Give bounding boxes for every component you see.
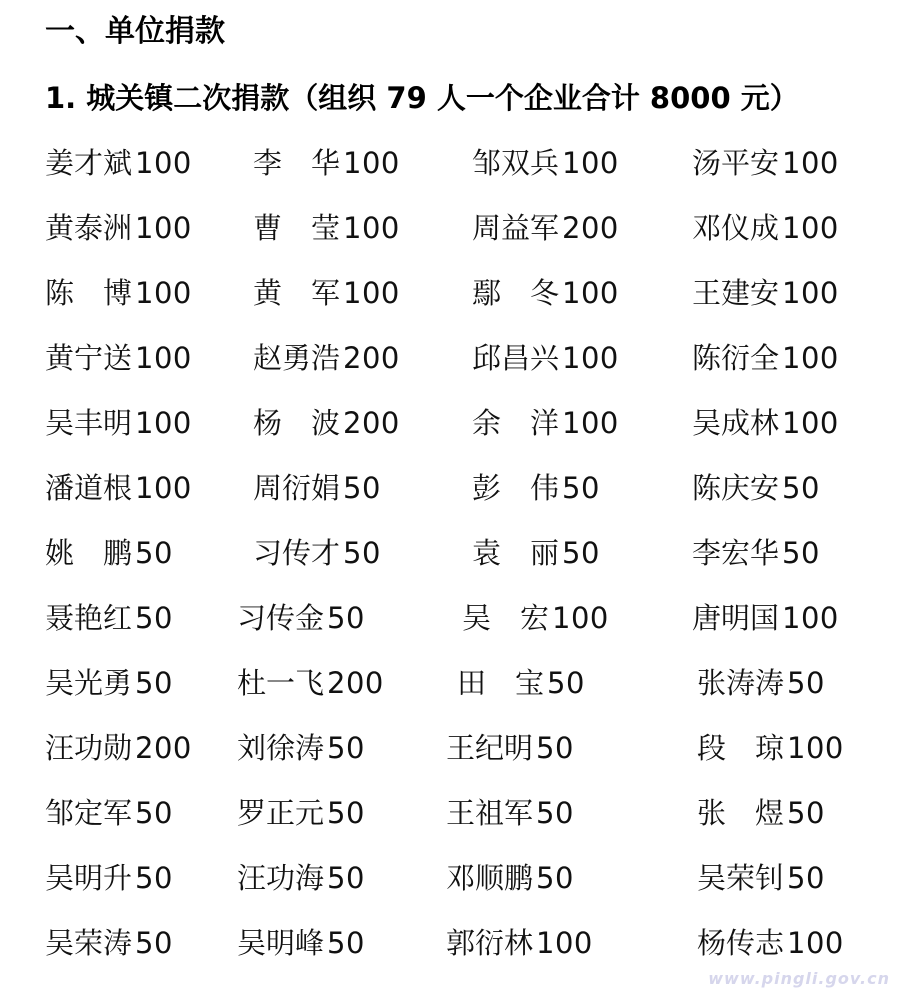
donor-name: 杨 波 — [253, 406, 341, 440]
donation-amount: 100 — [135, 406, 192, 440]
donation-amount: 100 — [782, 276, 839, 310]
donation-amount: 50 — [135, 796, 173, 830]
donor-name: 习传金 — [237, 601, 325, 635]
donor-entry — [253, 208, 400, 248]
donor-entry — [692, 403, 839, 443]
donor-name: 吴荣涛 — [45, 926, 133, 960]
donation-amount: 100 — [782, 146, 839, 180]
donor-entry — [45, 598, 173, 638]
donor-entry — [45, 858, 173, 898]
donor-name: 邱昌兴 — [472, 341, 560, 375]
donor-entry — [697, 728, 844, 768]
donor-entry — [45, 403, 192, 443]
donation-amount: 100 — [343, 276, 400, 310]
donor-name: 黄泰洲 — [45, 211, 133, 245]
donor-entry — [253, 468, 381, 508]
donor-entry — [472, 533, 600, 573]
donation-amount: 100 — [782, 341, 839, 375]
donation-amount: 200 — [343, 341, 400, 375]
donor-entry — [462, 598, 609, 638]
donor-entry — [45, 143, 192, 183]
donor-entry — [692, 338, 839, 378]
donor-entry — [472, 143, 619, 183]
donation-amount: 50 — [536, 861, 574, 895]
donor-name: 李宏华 — [692, 536, 780, 570]
donor-entry — [472, 468, 600, 508]
donor-name: 刘徐涛 — [237, 731, 325, 765]
donor-entry — [472, 403, 619, 443]
donation-amount: 100 — [562, 341, 619, 375]
donor-name: 邹定军 — [45, 796, 133, 830]
donor-entry — [237, 793, 365, 833]
donation-amount: 50 — [135, 861, 173, 895]
donation-amount: 50 — [562, 471, 600, 505]
donor-entry — [697, 793, 825, 833]
donor-entry — [45, 728, 192, 768]
donor-name: 陈庆安 — [692, 471, 780, 505]
donor-name: 余 洋 — [472, 406, 560, 440]
donor-name: 周益军 — [472, 211, 560, 245]
donation-amount: 100 — [536, 926, 593, 960]
donor-name: 姚 鹏 — [45, 536, 133, 570]
donation-amount: 100 — [787, 926, 844, 960]
site-watermark: www.pingli.gov.cn — [708, 969, 890, 988]
donor-entry — [446, 793, 574, 833]
donation-amount: 50 — [782, 536, 820, 570]
donor-entry — [237, 663, 384, 703]
donation-amount: 100 — [135, 276, 192, 310]
donor-entry — [697, 663, 825, 703]
donor-entry — [446, 923, 593, 963]
donation-amount: 50 — [562, 536, 600, 570]
donation-amount: 100 — [552, 601, 609, 635]
donor-name: 陈衍全 — [692, 341, 780, 375]
donation-amount: 200 — [562, 211, 619, 245]
donor-entry — [237, 598, 365, 638]
donation-amount: 50 — [787, 796, 825, 830]
donor-entry — [45, 923, 173, 963]
donor-name: 张涛涛 — [697, 666, 785, 700]
donation-amount: 50 — [327, 731, 365, 765]
donor-entry — [253, 143, 400, 183]
donor-name: 彭 伟 — [472, 471, 560, 505]
donation-amount: 50 — [327, 861, 365, 895]
donor-name: 吴光勇 — [45, 666, 133, 700]
donor-entry — [692, 598, 839, 638]
donation-amount: 100 — [562, 146, 619, 180]
donor-entry — [45, 468, 192, 508]
donor-entry — [692, 468, 820, 508]
donation-amount: 100 — [135, 211, 192, 245]
donor-name: 吴 宏 — [462, 601, 550, 635]
donation-amount: 50 — [327, 601, 365, 635]
donor-entry — [692, 143, 839, 183]
donation-amount: 50 — [536, 731, 574, 765]
donor-entry — [45, 338, 192, 378]
donor-name: 唐明国 — [692, 601, 780, 635]
donation-amount: 200 — [343, 406, 400, 440]
donor-name: 汪功勋 — [45, 731, 133, 765]
donor-name: 黄 军 — [253, 276, 341, 310]
donation-amount: 50 — [547, 666, 585, 700]
donor-entry — [237, 728, 365, 768]
donor-entry — [45, 208, 192, 248]
donor-name: 赵勇浩 — [253, 341, 341, 375]
donation-amount: 50 — [135, 666, 173, 700]
donor-name: 吴明峰 — [237, 926, 325, 960]
donation-amount: 100 — [135, 471, 192, 505]
donor-entry — [253, 338, 400, 378]
donor-name: 汪功海 — [237, 861, 325, 895]
donor-entry — [253, 533, 381, 573]
donation-amount: 100 — [782, 601, 839, 635]
donor-entry — [253, 403, 400, 443]
donor-name: 聂艳红 — [45, 601, 133, 635]
donation-amount: 100 — [135, 146, 192, 180]
donor-name: 郭衍林 — [446, 926, 534, 960]
donation-amount: 50 — [135, 601, 173, 635]
donor-name: 汤平安 — [692, 146, 780, 180]
donor-name: 杨传志 — [697, 926, 785, 960]
donor-entry — [472, 338, 619, 378]
donor-name: 姜才斌 — [45, 146, 133, 180]
donor-entry — [692, 273, 839, 313]
donor-name: 李 华 — [253, 146, 341, 180]
donor-entry — [45, 663, 173, 703]
donor-name: 段 琼 — [697, 731, 785, 765]
donation-amount: 50 — [135, 536, 173, 570]
donation-amount: 100 — [562, 276, 619, 310]
section-heading: 一、单位捐款 — [45, 14, 225, 49]
donor-entry — [237, 923, 365, 963]
donation-amount: 100 — [787, 731, 844, 765]
donation-amount: 50 — [787, 861, 825, 895]
donation-amount: 100 — [135, 341, 192, 375]
donor-name: 鄢 冬 — [472, 276, 560, 310]
donor-name: 邓仪成 — [692, 211, 780, 245]
donor-name: 吴成林 — [692, 406, 780, 440]
donor-name: 习传才 — [253, 536, 341, 570]
donor-entry — [697, 923, 844, 963]
donor-entry — [446, 728, 574, 768]
donation-amount: 50 — [787, 666, 825, 700]
donation-amount: 50 — [536, 796, 574, 830]
donation-amount: 100 — [782, 406, 839, 440]
donor-entry — [472, 273, 619, 313]
donor-entry — [45, 273, 192, 313]
donor-name: 张 煜 — [697, 796, 785, 830]
donor-entry — [692, 208, 839, 248]
donor-entry — [45, 533, 173, 573]
donor-name: 邓顺鹏 — [446, 861, 534, 895]
donor-name: 王建安 — [692, 276, 780, 310]
donor-entry — [45, 793, 173, 833]
donation-amount: 200 — [135, 731, 192, 765]
subsection-heading: 1. 城关镇二次捐款（组织 79 人一个企业合计 8000 元） — [45, 81, 799, 115]
donation-amount: 100 — [782, 211, 839, 245]
donation-amount: 100 — [343, 211, 400, 245]
donation-amount: 50 — [782, 471, 820, 505]
donor-entry — [237, 858, 365, 898]
donation-amount: 100 — [562, 406, 619, 440]
donation-amount: 200 — [327, 666, 384, 700]
donor-name: 曹 莹 — [253, 211, 341, 245]
donation-amount: 100 — [343, 146, 400, 180]
donor-entry — [697, 858, 825, 898]
donor-name: 邹双兵 — [472, 146, 560, 180]
donation-amount: 50 — [327, 926, 365, 960]
donor-name: 潘道根 — [45, 471, 133, 505]
donor-entry — [472, 208, 619, 248]
donor-entry — [692, 533, 820, 573]
donation-amount: 50 — [135, 926, 173, 960]
donor-entry — [446, 858, 574, 898]
donor-entry — [457, 663, 585, 703]
donor-name: 周衍娟 — [253, 471, 341, 505]
donor-entry — [253, 273, 400, 313]
donation-amount: 50 — [327, 796, 365, 830]
donor-name: 袁 丽 — [472, 536, 560, 570]
donor-name: 陈 博 — [45, 276, 133, 310]
donor-name: 田 宝 — [457, 666, 545, 700]
donation-amount: 50 — [343, 471, 381, 505]
donor-name: 罗正元 — [237, 796, 325, 830]
donor-name: 吴丰明 — [45, 406, 133, 440]
donor-name: 王纪明 — [446, 731, 534, 765]
donor-name: 黄宁送 — [45, 341, 133, 375]
donation-amount: 50 — [343, 536, 381, 570]
donor-name: 王祖军 — [446, 796, 534, 830]
donor-name: 吴荣钊 — [697, 861, 785, 895]
donor-name: 杜一飞 — [237, 666, 325, 700]
donor-name: 吴明升 — [45, 861, 133, 895]
